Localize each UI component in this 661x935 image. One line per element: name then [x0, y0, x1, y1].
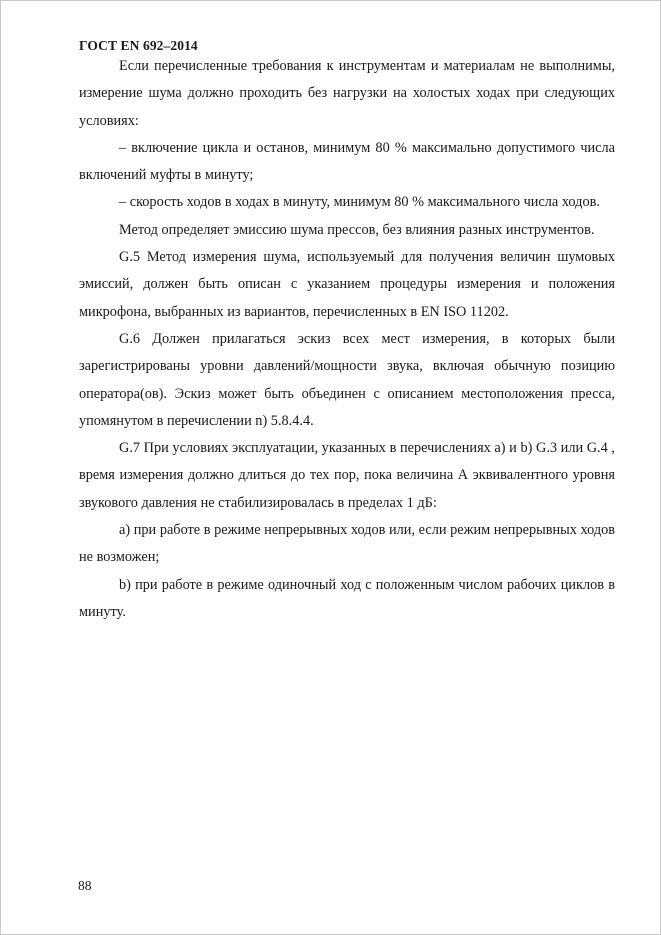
list-item-b-single-stroke: b) при работе в режиме одиночный ход с положенным числом рабочих циклов в минуту.: [79, 576, 615, 620]
paragraph-method-scope: Метод определяет эмиссию шума прессов, без влияния разных инструментов.: [119, 221, 595, 238]
list-item-a-continuous: а) при работе в режиме непрерывных ходов или, если режим непрерывных ходов не возможен;: [79, 522, 615, 566]
paragraph-g5: G.5 Метод измерения шума, используемый для получения величин шумовых эмиссий, должен быть описан с указанием процедуры измерения и положения микрофона, выбранных из вариантов, перечисленных в EN ISO 11202.: [79, 249, 615, 320]
list-item-stroke-speed: – скорость ходов в ходах в минуту, минимум 80 % максимального числа ходов.: [119, 194, 600, 211]
paragraph-g6: G.6 Должен прилагаться эскиз всех мест измерения, в которых были зарегистрированы уровни давлений/мощности звука, включая обычную позицию оператора(ов). Эскиз может быть объединен с описанием местоположения пресса, упомянутом в перечислении n) 5.8.4.4.: [79, 330, 615, 429]
document-body: [79, 53, 615, 626]
paragraph-conditions-intro: Если перечисленные требования к инструментам и материалам не выполнимы, измерение шума должно проходить без нагрузки на холостых ходах при следующих условиях:: [79, 58, 615, 129]
paragraph-g7: G.7 При условиях эксплуатации, указанных в перечислениях а) и b) G.3 или G.4 , время измерения должно длиться до тех пор, пока величина А эквивалентного уровня звукового давления не стабилизировалась в пределах 1 дБ:: [79, 440, 615, 511]
document-header: ГОСТ EN 692–2014: [79, 38, 198, 53]
list-item-cycle-start-stop: – включение цикла и останов, минимум 80 % максимально допустимого числа включений муфты в минуту;: [79, 139, 615, 184]
page-number: 88: [78, 878, 92, 893]
